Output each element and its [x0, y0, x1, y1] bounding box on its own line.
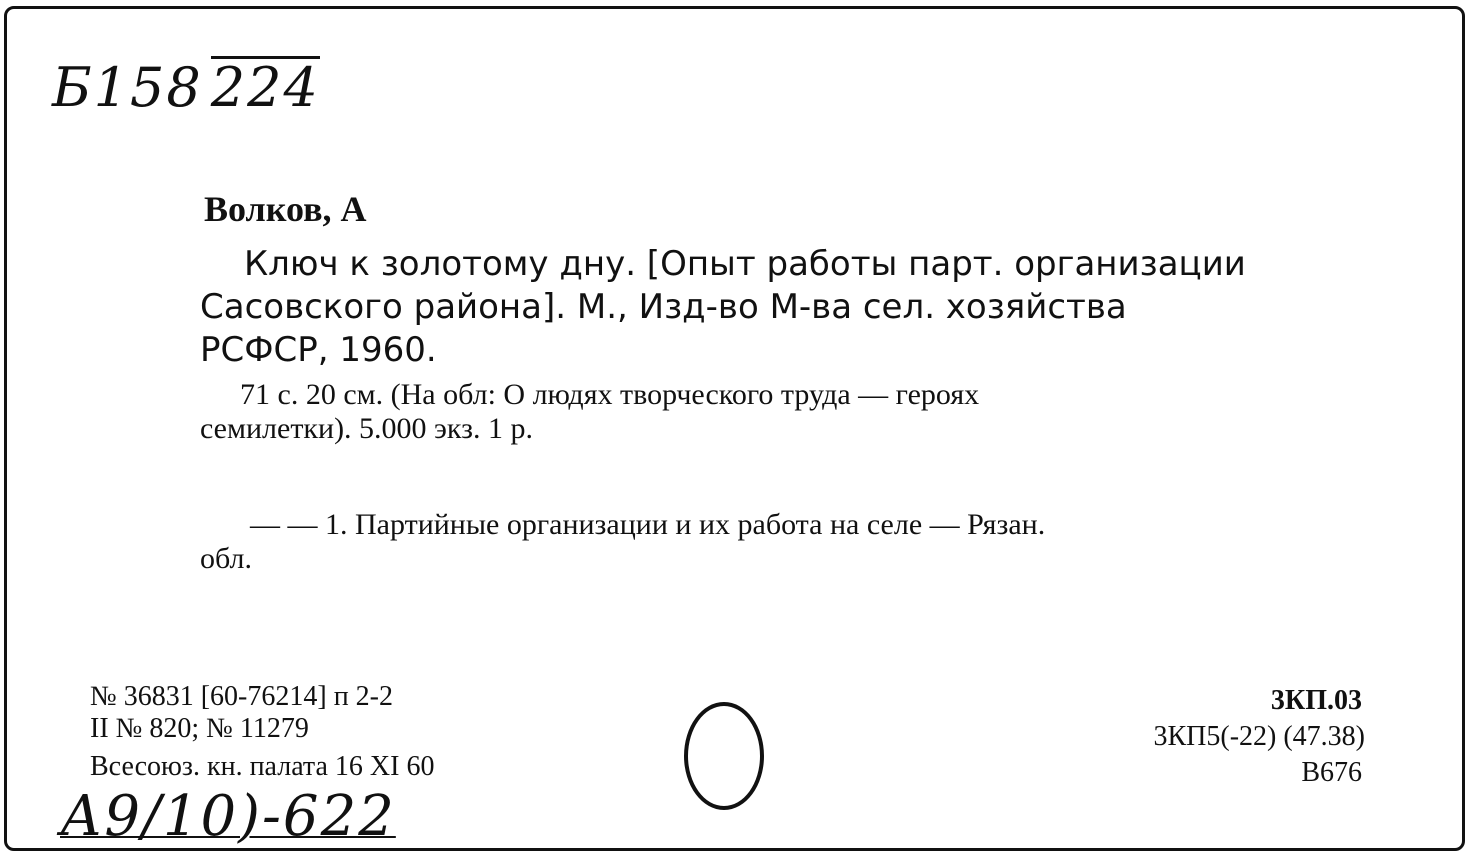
- subject-heading-line-1: — — 1. Партийные организации и их работа на селе — Рязан.: [250, 508, 1046, 541]
- physical-description-line-1: 71 с. 20 см. (На обл: О людях творческого труда — героях: [240, 378, 980, 411]
- handwritten-inventory-number: [60, 784, 396, 849]
- card-punch-hole: [684, 702, 764, 810]
- registration-number: № 36831 [60-76214] п 2-2: [90, 681, 393, 712]
- registration-codes: II № 820; № 11279: [90, 713, 309, 744]
- handwritten-call-number: [52, 56, 320, 119]
- author-heading: Волков, А: [204, 189, 367, 229]
- classification-code: 3КП.03: [1270, 685, 1362, 716]
- issuer-and-date: Всесоюз. кн. палата 16 XI 60: [90, 751, 435, 782]
- title-line-2: Сасовского района]. М., Изд-во М-ва сел. хозяйства: [200, 287, 1127, 327]
- handwritten-fraction: 224: [210, 56, 320, 119]
- subject-heading-line-2: обл.: [200, 542, 252, 575]
- author-mark: В676: [1301, 757, 1362, 788]
- handwritten-shelfmark: Б158: [52, 56, 203, 119]
- title-line-1: Ключ к золотому дну. [Опыт работы парт. организации: [244, 244, 1246, 284]
- physical-description-line-2: семилетки). 5.000 экз. 1 р.: [200, 412, 533, 445]
- handwritten-inventory-text: А9/10)-622: [60, 784, 396, 849]
- classification-index: 3КП5(-22) (47.38): [1153, 721, 1365, 752]
- title-line-3: РСФСР, 1960.: [200, 330, 437, 370]
